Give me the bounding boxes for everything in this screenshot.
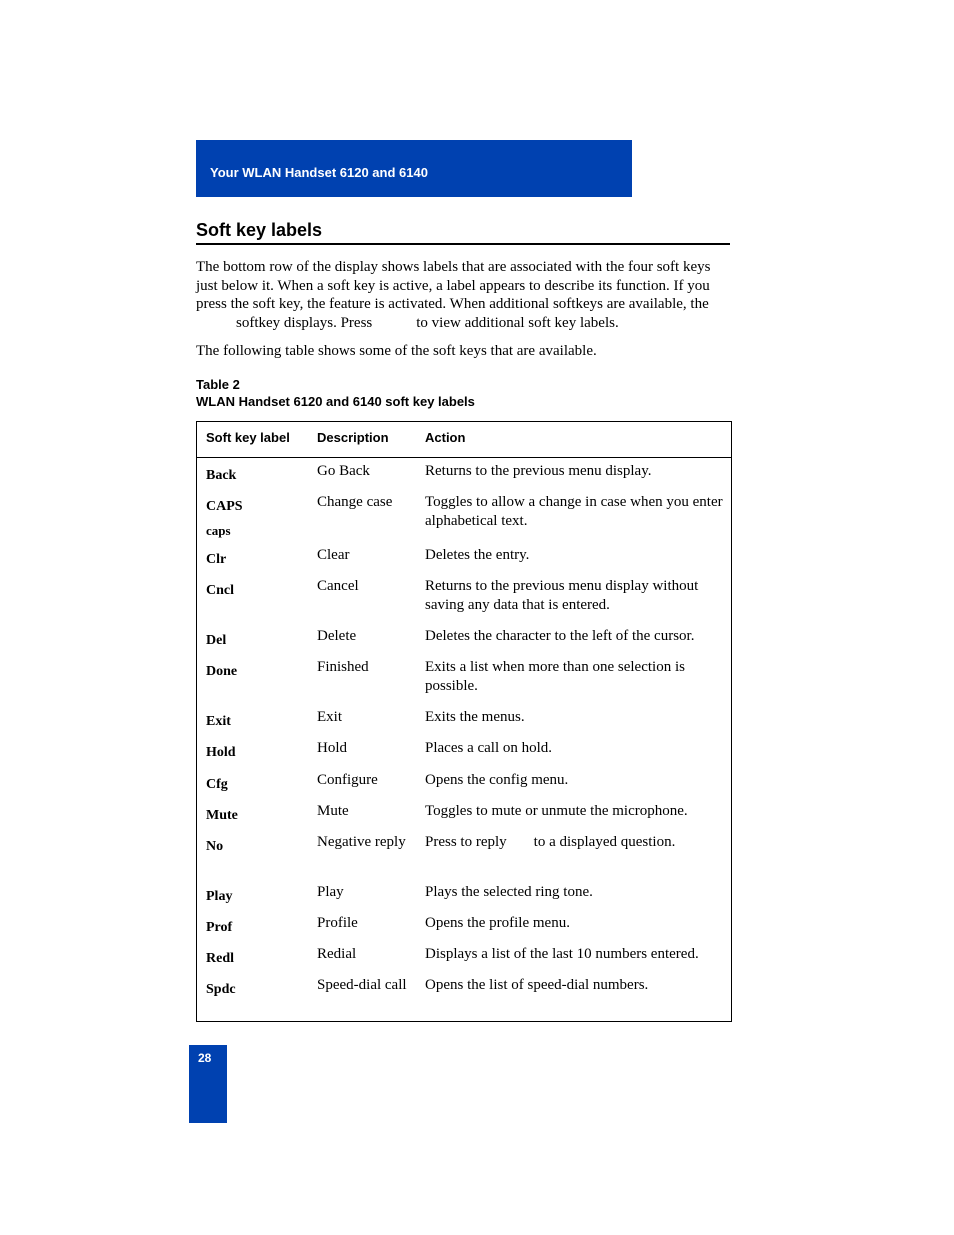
row-label: Redl: [206, 951, 234, 966]
row-label: Prof: [206, 920, 233, 935]
row-description: Change case: [317, 494, 393, 510]
row-description: Hold: [317, 740, 347, 756]
page-number: 28: [198, 1051, 212, 1065]
intro-text-b: softkey displays. Press: [236, 315, 373, 332]
row-action: Returns to the previous menu display.: [425, 463, 652, 479]
row-label: Clr: [206, 552, 227, 567]
row-action: Opens the profile menu.: [425, 915, 570, 931]
row-action: Returns to the previous menu display without saving any data that is entered.: [425, 578, 699, 613]
row-description: Speed-dial call: [317, 977, 407, 993]
row-description: Play: [317, 884, 344, 900]
row-action: Deletes the character to the left of the cursor.: [425, 628, 695, 644]
table-header-row: [197, 422, 731, 458]
row-label: Back: [206, 468, 237, 483]
row-label-upper: CAPS: [206, 499, 243, 514]
row-label: [206, 495, 243, 543]
row-description: Delete: [317, 628, 357, 644]
softkey-table: [196, 421, 732, 1022]
row-action: Exits a list when more than one selection is possible.: [425, 659, 685, 694]
row-description: Profile: [317, 915, 358, 931]
row-action: Deletes the entry.: [425, 547, 530, 563]
row-description: Negative reply: [317, 834, 406, 850]
intro-text-a: The bottom row of the display shows labels that are associated with the four soft keys just below it. When a soft key is active, a label appears to describe its function. If you press the soft key, the feature is activated. When additional softkeys are available, the: [196, 259, 711, 313]
row-description: Cancel: [317, 578, 359, 594]
page-number-tab: [189, 1045, 227, 1123]
row-action: [425, 833, 725, 852]
row-action: Toggles to mute or unmute the microphone.: [425, 803, 688, 819]
row-label: Spdc: [206, 982, 236, 997]
row-label: Cfg: [206, 777, 228, 792]
row-label: Hold: [206, 745, 236, 760]
row-description: Clear: [317, 547, 350, 563]
row-action: Opens the config menu.: [425, 772, 569, 788]
table-caption: [196, 376, 475, 410]
row-action-text-b: to a displayed question.: [533, 834, 676, 850]
row-description: Finished: [317, 659, 369, 675]
row-description: Redial: [317, 946, 357, 962]
row-label-lower: caps: [206, 523, 231, 538]
row-action: Plays the selected ring tone.: [425, 884, 593, 900]
row-label: Mute: [206, 808, 238, 823]
row-label: No: [206, 839, 224, 854]
table-caption-title: WLAN Handset 6120 and 6140 soft key labels: [196, 394, 475, 409]
header-action: Action: [425, 430, 466, 445]
row-label: Exit: [206, 714, 231, 729]
header-bar: [196, 140, 632, 197]
row-action: Toggles to allow a change in case when you enter alphabetical text.: [425, 494, 723, 529]
row-description: Exit: [317, 709, 342, 725]
section-heading: Soft key labels: [196, 218, 730, 245]
intro-paragraph: [196, 258, 732, 333]
intro-text-c: to view additional soft key labels.: [416, 315, 619, 332]
row-label: Del: [206, 633, 227, 648]
row-label: Done: [206, 664, 238, 679]
row-action: Places a call on hold.: [425, 740, 553, 756]
header-title: Your WLAN Handset 6120 and 6140: [210, 165, 428, 180]
row-description: Go Back: [317, 463, 370, 479]
row-action: Displays a list of the last 10 numbers entered.: [425, 946, 699, 962]
row-description: Mute: [317, 803, 349, 819]
row-action: Exits the menus.: [425, 709, 525, 725]
table-caption-number: Table 2: [196, 377, 240, 392]
row-label: Play: [206, 889, 233, 904]
row-label: Cncl: [206, 583, 234, 598]
row-action: Opens the list of speed-dial numbers.: [425, 977, 649, 993]
header-description: Description: [317, 430, 389, 445]
row-description: Configure: [317, 772, 378, 788]
table-intro-paragraph: The following table shows some of the soft keys that are available.: [196, 343, 597, 359]
header-soft-key-label: Soft key label: [206, 430, 290, 445]
row-action-text-a: Press to reply: [425, 834, 507, 850]
